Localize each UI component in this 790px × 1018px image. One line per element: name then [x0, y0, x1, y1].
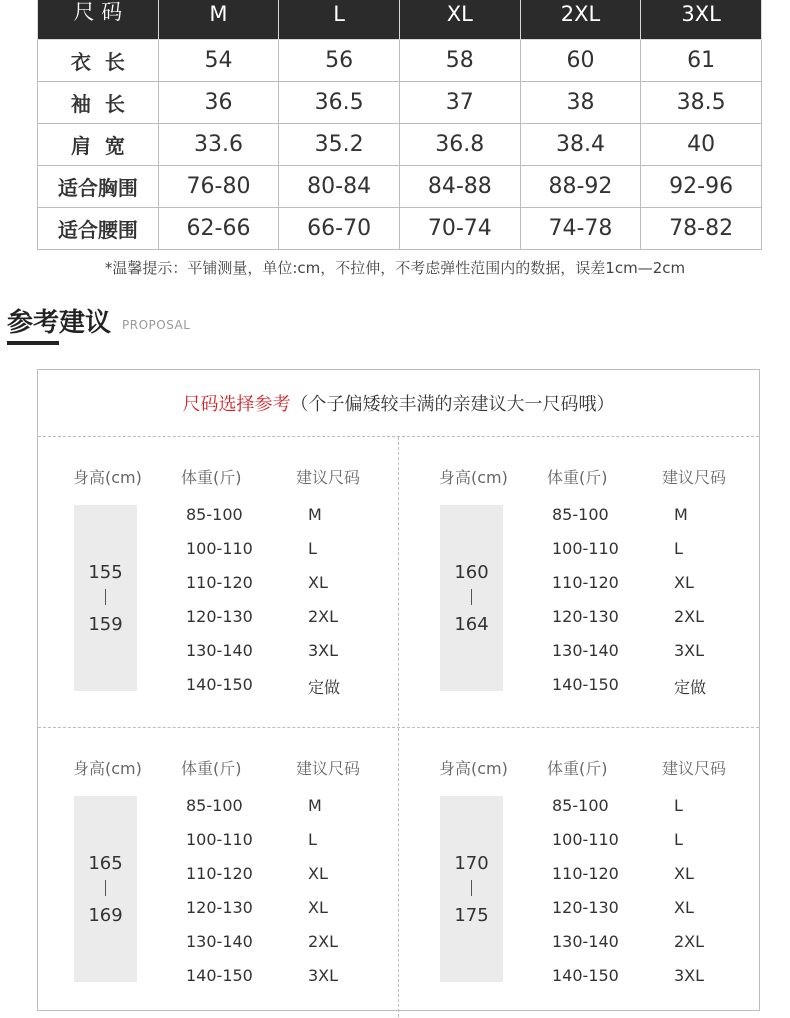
table-cell: 38.4: [520, 124, 641, 166]
table-cell: 38.5: [641, 82, 762, 124]
table-row: [38, 208, 762, 250]
height-group: [38, 728, 398, 1018]
recommended-size: M: [308, 796, 322, 815]
height-to: 169: [88, 905, 123, 926]
weight-range: 85-100: [552, 505, 609, 524]
height-range-bar: [440, 796, 503, 982]
height-separator: [471, 589, 472, 605]
table-cell: 36: [158, 82, 279, 124]
col-header-height: 身高(cm): [439, 468, 508, 487]
table-row: [38, 40, 762, 82]
weight-range: 110-120: [186, 864, 253, 883]
recommendation-header-highlight: 尺码选择参考: [182, 394, 291, 415]
recommended-size: L: [308, 830, 317, 849]
table-cell: 74-78: [520, 208, 641, 250]
recommended-size: XL: [308, 898, 328, 917]
col-header-size: 建议尺码: [662, 468, 727, 487]
row-label-chest: 适合胸围: [38, 166, 159, 208]
section-title: 参考建议: [7, 308, 112, 338]
col-header-height: 身高(cm): [73, 468, 142, 487]
header-size: 尺 码: [38, 0, 159, 40]
weight-range: 140-150: [552, 675, 619, 694]
table-cell: 56: [279, 40, 400, 82]
table-cell: 40: [641, 124, 762, 166]
recommended-size: 3XL: [674, 641, 705, 660]
recommended-size: XL: [674, 898, 694, 917]
recommended-size: 2XL: [308, 607, 339, 626]
col-header-size: 建议尺码: [296, 759, 361, 778]
col-header-height: 身高(cm): [73, 759, 142, 778]
weight-range: 85-100: [186, 796, 243, 815]
height-from: 155: [88, 562, 123, 583]
table-cell: 70-74: [399, 208, 520, 250]
table-cell: 58: [399, 40, 520, 82]
recommended-size: L: [308, 539, 317, 558]
header-2xl: 2XL: [520, 0, 641, 40]
col-header-size: 建议尺码: [296, 468, 361, 487]
header-l: L: [279, 0, 400, 40]
height-group: [404, 728, 764, 1018]
weight-range: 85-100: [552, 796, 609, 815]
table-cell: 36.5: [279, 82, 400, 124]
weight-range: 110-120: [552, 573, 619, 592]
height-to: 175: [454, 905, 489, 926]
recommended-size: M: [674, 505, 688, 524]
table-cell: 62-66: [158, 208, 279, 250]
table-cell: 84-88: [399, 166, 520, 208]
recommended-size: L: [674, 796, 683, 815]
height-to: 164: [454, 614, 489, 635]
weight-range: 140-150: [186, 966, 253, 985]
col-header-weight: 体重(斤): [547, 759, 608, 778]
table-row: [38, 82, 762, 124]
weight-range: 120-130: [552, 898, 619, 917]
row-label-length: 衣长: [38, 40, 159, 82]
table-cell: 33.6: [158, 124, 279, 166]
height-range-bar: [74, 796, 137, 982]
table-cell: 36.8: [399, 124, 520, 166]
col-header-height: 身高(cm): [439, 759, 508, 778]
size-table-header-row: [38, 0, 762, 40]
weight-range: 130-140: [186, 641, 253, 660]
table-cell: 37: [399, 82, 520, 124]
recommended-size: 3XL: [308, 966, 339, 985]
recommended-size: 2XL: [674, 607, 705, 626]
weight-range: 100-110: [186, 539, 253, 558]
recommended-size: XL: [308, 573, 328, 592]
table-cell: 80-84: [279, 166, 400, 208]
size-table: [37, 0, 762, 250]
weight-range: 140-150: [186, 675, 253, 694]
height-separator: [105, 880, 106, 896]
height-range-bar: [74, 505, 137, 691]
recommendation-header: [38, 370, 759, 437]
recommendation-header-note: （个子偏矮较丰满的亲建议大一尺码哦）: [290, 394, 615, 415]
weight-range: 110-120: [552, 864, 619, 883]
col-header-weight: 体重(斤): [547, 468, 608, 487]
weight-range: 120-130: [552, 607, 619, 626]
recommended-size: 3XL: [674, 966, 705, 985]
recommendation-panel: [37, 369, 760, 1011]
section-subtitle: PROPOSAL: [122, 318, 191, 332]
table-cell: 66-70: [279, 208, 400, 250]
table-cell: 38: [520, 82, 641, 124]
table-cell: 35.2: [279, 124, 400, 166]
height-group: [38, 437, 398, 727]
weight-range: 110-120: [186, 573, 253, 592]
recommended-size: 2XL: [674, 932, 705, 951]
table-cell: 92-96: [641, 166, 762, 208]
table-cell: 61: [641, 40, 762, 82]
col-header-weight: 体重(斤): [181, 468, 242, 487]
weight-range: 120-130: [186, 607, 253, 626]
col-header-size: 建议尺码: [662, 759, 727, 778]
recommended-size: XL: [308, 864, 328, 883]
table-row: [38, 166, 762, 208]
col-header-weight: 体重(斤): [181, 759, 242, 778]
table-cell: 54: [158, 40, 279, 82]
row-label-sleeve: 袖长: [38, 82, 159, 124]
section-underline: [7, 341, 59, 345]
recommended-size: XL: [674, 864, 694, 883]
weight-range: 100-110: [552, 830, 619, 849]
table-cell: 78-82: [641, 208, 762, 250]
weight-range: 120-130: [186, 898, 253, 917]
weight-range: 140-150: [552, 966, 619, 985]
height-from: 165: [88, 853, 123, 874]
recommended-size: L: [674, 539, 683, 558]
table-cell: 60: [520, 40, 641, 82]
recommended-size: M: [308, 505, 322, 524]
table-row: [38, 124, 762, 166]
weight-range: 130-140: [186, 932, 253, 951]
height-to: 159: [88, 614, 123, 635]
header-xl: XL: [399, 0, 520, 40]
recommended-size: L: [674, 830, 683, 849]
height-from: 160: [454, 562, 489, 583]
header-m: M: [158, 0, 279, 40]
table-cell: 88-92: [520, 166, 641, 208]
weight-range: 130-140: [552, 932, 619, 951]
height-from: 170: [454, 853, 489, 874]
row-label-waist: 适合腰围: [38, 208, 159, 250]
height-range-bar: [440, 505, 503, 691]
weight-range: 100-110: [186, 830, 253, 849]
header-3xl: 3XL: [641, 0, 762, 40]
weight-range: 85-100: [186, 505, 243, 524]
height-separator: [471, 880, 472, 896]
recommended-size: 2XL: [308, 932, 339, 951]
recommended-size: XL: [674, 573, 694, 592]
recommended-size: 定做: [674, 678, 707, 697]
weight-range: 130-140: [552, 641, 619, 660]
weight-range: 100-110: [552, 539, 619, 558]
table-cell: 76-80: [158, 166, 279, 208]
measurement-note: *温馨提示：平铺测量，单位:cm，不拉伸，不考虑弹性范围内的数据，误差1cm—2cm: [104, 259, 686, 277]
recommended-size: 3XL: [308, 641, 339, 660]
height-group: [404, 437, 764, 727]
height-separator: [105, 589, 106, 605]
row-label-shoulder: 肩宽: [38, 124, 159, 166]
recommended-size: 定做: [308, 678, 341, 697]
